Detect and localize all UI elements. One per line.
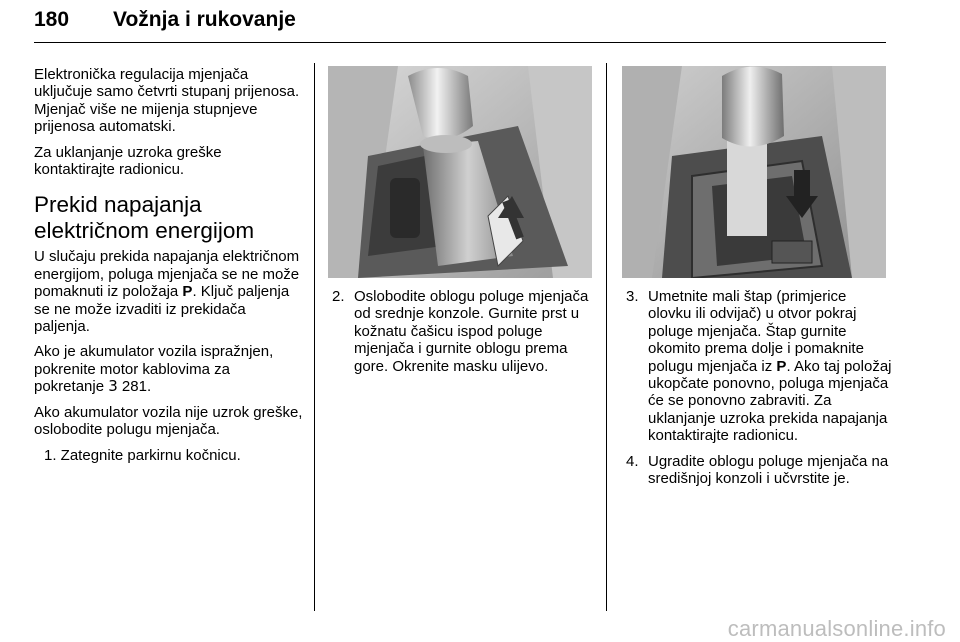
page-header (34, 4, 886, 43)
section-heading: Prekid napajanja električnom energijom (34, 192, 255, 244)
step-4-number: 4. (626, 452, 639, 470)
step-3: 3. Umetnite mali štap (primjerice olovku ili odvijač) u otvor pokraj poluge mjenjača. Štap gurnite okomito prema dolje i pomaknite polugu mjenjača iz P. Ako taj položaj ukopčate ponovno, poluga mjenjača će se ponovno zabraviti. Za uklanjanje uzroka prekida napajanja kontaktirajte radionicu. (626, 288, 892, 445)
page-ref-link[interactable]: 281. (117, 378, 152, 396)
workshop-paragraph: Za uklanjanje uzroka greške kontaktirajte radionicu. (34, 143, 222, 179)
step-2 (332, 288, 594, 375)
step-4-text: Ugradite oblogu poluge mjenjača na središnjoj konzoli i učvrstite je. (648, 452, 889, 488)
page-number: 180 (34, 8, 70, 31)
power-failure-paragraph: U slučaju prekida napajanja električnom energijom, poluga mjenjača se ne može pomaknuti iz položaja P. Ključ paljenja se ne može izvaditi iz prekidača paljenja. (34, 248, 300, 336)
lever-release-image (622, 66, 886, 278)
column-divider-left (314, 63, 315, 611)
watermark: carmanualsonline.info (727, 616, 946, 641)
step-2-number: 2. (332, 288, 345, 305)
release-lever-paragraph: Ako akumulator vozila nije uzrok greške, oslobodite polugu mjenjača. (34, 403, 303, 439)
intro-paragraph: Elektronička regulacija mjenjača uključuje samo četvrti stupanj prijenosa. Mjenjač više ne mijenja stupnjeve prijenosa automatski. (34, 66, 300, 136)
park-position-label: P (776, 357, 787, 375)
step-1: 1. Zategnite parkirnu kočnicu. (44, 446, 241, 464)
chapter-title: Vožnja i rukovanje (113, 8, 296, 31)
gear-lever-cover-image (328, 66, 592, 278)
step-4 (626, 453, 892, 488)
middle-column (332, 288, 594, 383)
right-column (626, 288, 892, 495)
column-divider-right (606, 63, 607, 611)
battery-paragraph: Ako je akumulator vozila ispražnjen, pokrenite motor kablovima za pokretanje 3 281. (34, 343, 274, 396)
step-2-text: Oslobodite oblogu poluge mjenjača od srednje konzole. Gurnite prst u kožnatu čašicu ispod poluge mjenjača i gurnite oblogu prema gore. Okrenite masku ulijevo. (354, 288, 589, 375)
left-column (34, 66, 304, 464)
step-3-number: 3. (626, 288, 639, 305)
park-position-label: P (182, 283, 193, 301)
page-ref-arrow-icon: 3 (108, 377, 118, 396)
